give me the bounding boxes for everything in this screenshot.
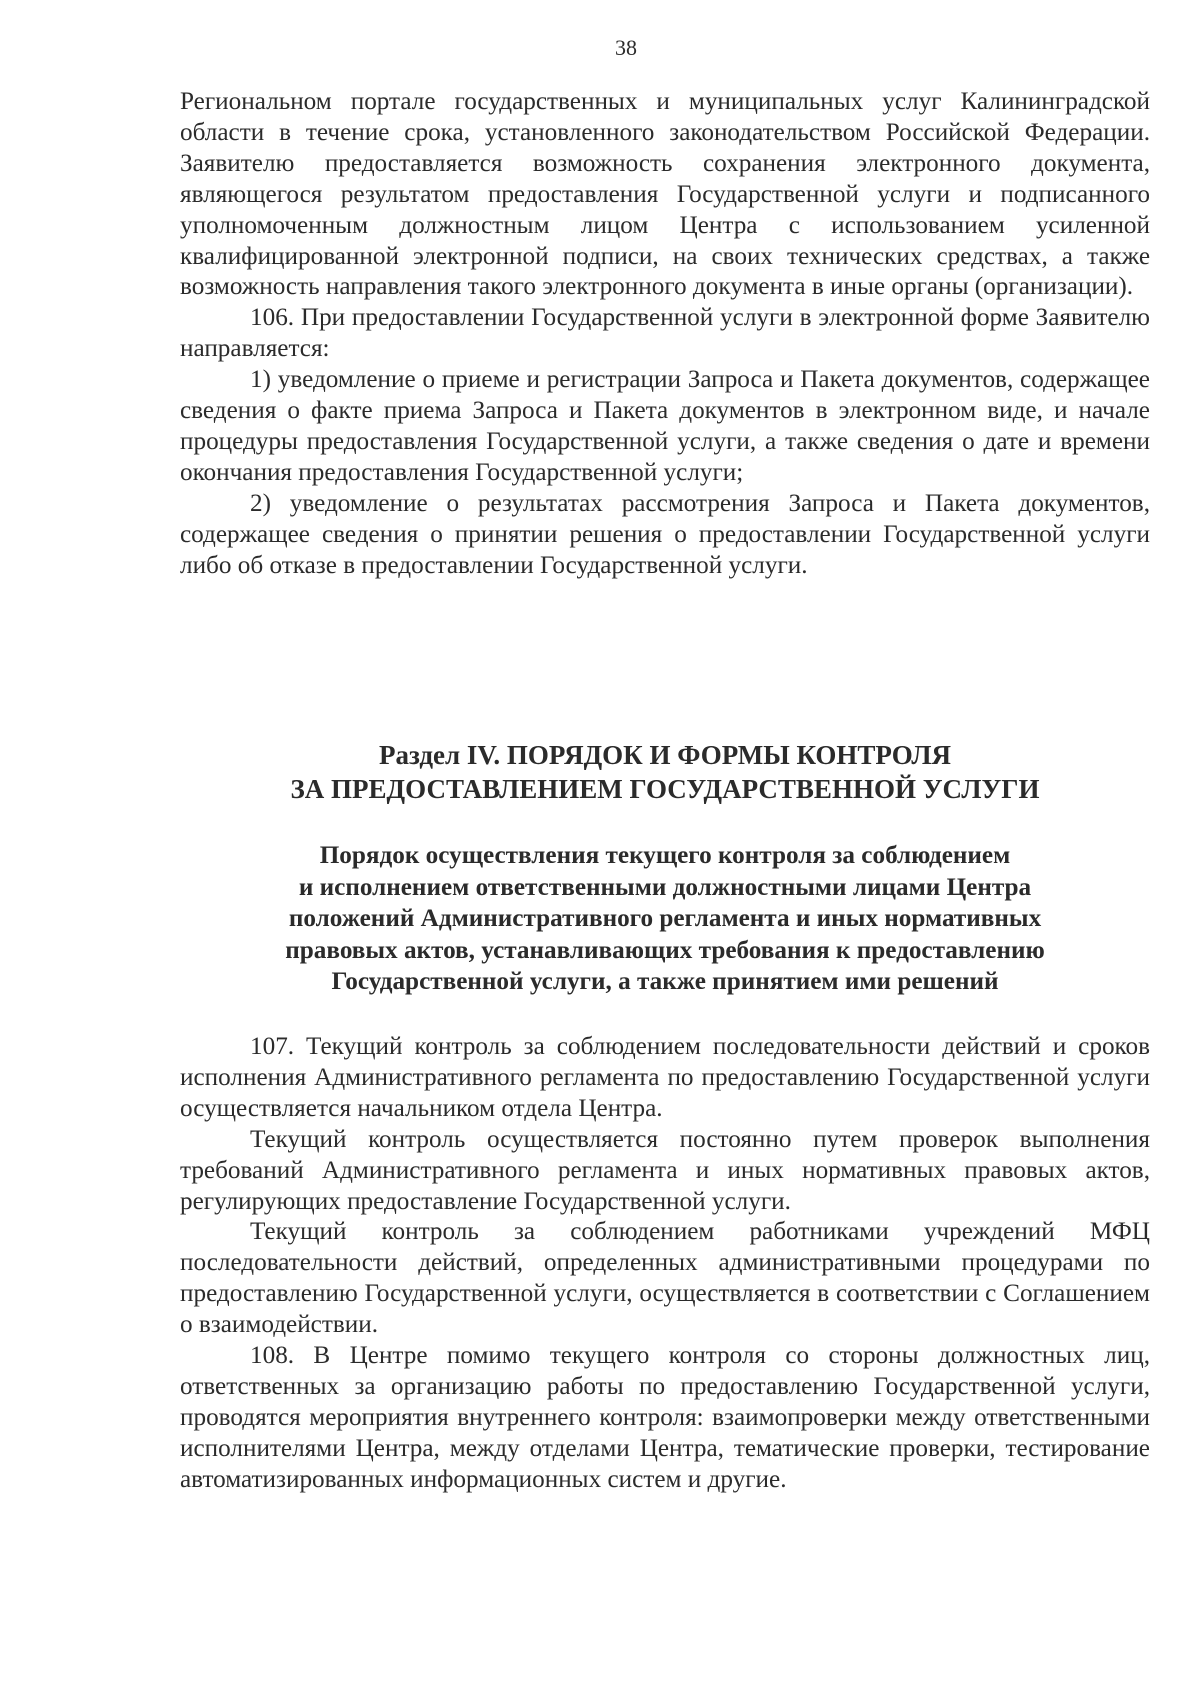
paragraph-portal-continuation: Региональном портале государственных и муниципальных услуг Калининградской области в течение срока, установленного законодательством Российской Федерации. Заявителю предоставляется возможность сохранения электронного документа, являющегося результатом предоставления Государственной услуги и подписанного уполномоченным должностным лицом Центра с использованием усиленной квалифицированной электронной подписи, на своих технических средствах, а также возможность направления такого электронного документа в иные органы (организации). [180,88,1150,301]
paragraph-106-item-2: 2) уведомление о результатах рассмотрения Запроса и Пакета документов, содержащее сведения о принятии решения о предоставлении Государственной услуги либо об отказе в предоставлении Государственной услуги. [180,489,1150,579]
paragraph-mfc-control: Текущий контроль за соблюдением работниками учреждений МФЦ последовательности действий, определенных административными процедурами по предоставлению Государственной услуги, осуществляется в соответствии с Соглашением о взаимодействии. [180,1218,1150,1339]
section-title-line-2: ЗА ПРЕДОСТАВЛЕНИЕМ ГОСУДАРСТВЕННОЙ УСЛУГИ [290,774,1040,804]
subsection-title-line-3: положений Административного регламента и иных нормативных [288,905,1042,932]
section-title-line-1: Раздел IV. ПОРЯДОК И ФОРМЫ КОНТРОЛЯ [379,740,951,770]
subsection-title-line-1: Порядок осуществления текущего контроля за соблюдением [319,842,1011,869]
paragraph-106: 106. При предоставлении Государственной услуги в электронной форме Заявителю направляется: [180,304,1150,363]
subsection-title [180,840,1150,998]
section-title [180,738,1150,806]
top-text-block [180,87,1150,582]
paragraph-106-item-1: 1) уведомление о приеме и регистрации Запроса и Пакета документов, содержащее сведения о факте приема Запроса и Пакета документов в электронном виде, и начале процедуры предоставления Государственной услуги, а также сведения о дате и времени окончания предоставления Государственной услуги; [180,366,1150,486]
subsection-title-line-4: правовых актов, устанавливающих требования к предоставлению [285,936,1045,964]
paragraph-107: 107. Текущий контроль за соблюдением последовательности действий и сроков исполнения Административного регламента по предоставлению Государственной услуги осуществляется начальником отдела Центра. [180,1033,1150,1122]
bottom-text-block [180,1032,1150,1496]
paragraph-108: 108. В Центре помимо текущего контроля со стороны должностных лиц, ответственных за организацию работы по предоставлению Государственной услуги, проводятся мероприятия внутреннего контроля: взаимопроверки между ответственными исполнителями Центра, между отделами Центра, тематические проверки, тестирование автоматизированных информационных систем и другие. [180,1342,1150,1493]
page-number: 38 [615,35,637,60]
subsection-title-line-2: и исполнением ответственными должностными лицами Центра [298,873,1032,901]
subsection-title-line-5: Государственной услуги, а также принятием ими решений [331,968,999,995]
paragraph-current-control: Текущий контроль осуществляется постоянно путем проверок выполнения требований Административного регламента и иных нормативных правовых актов, регулирующих предоставление Государственной услуги. [180,1125,1150,1215]
